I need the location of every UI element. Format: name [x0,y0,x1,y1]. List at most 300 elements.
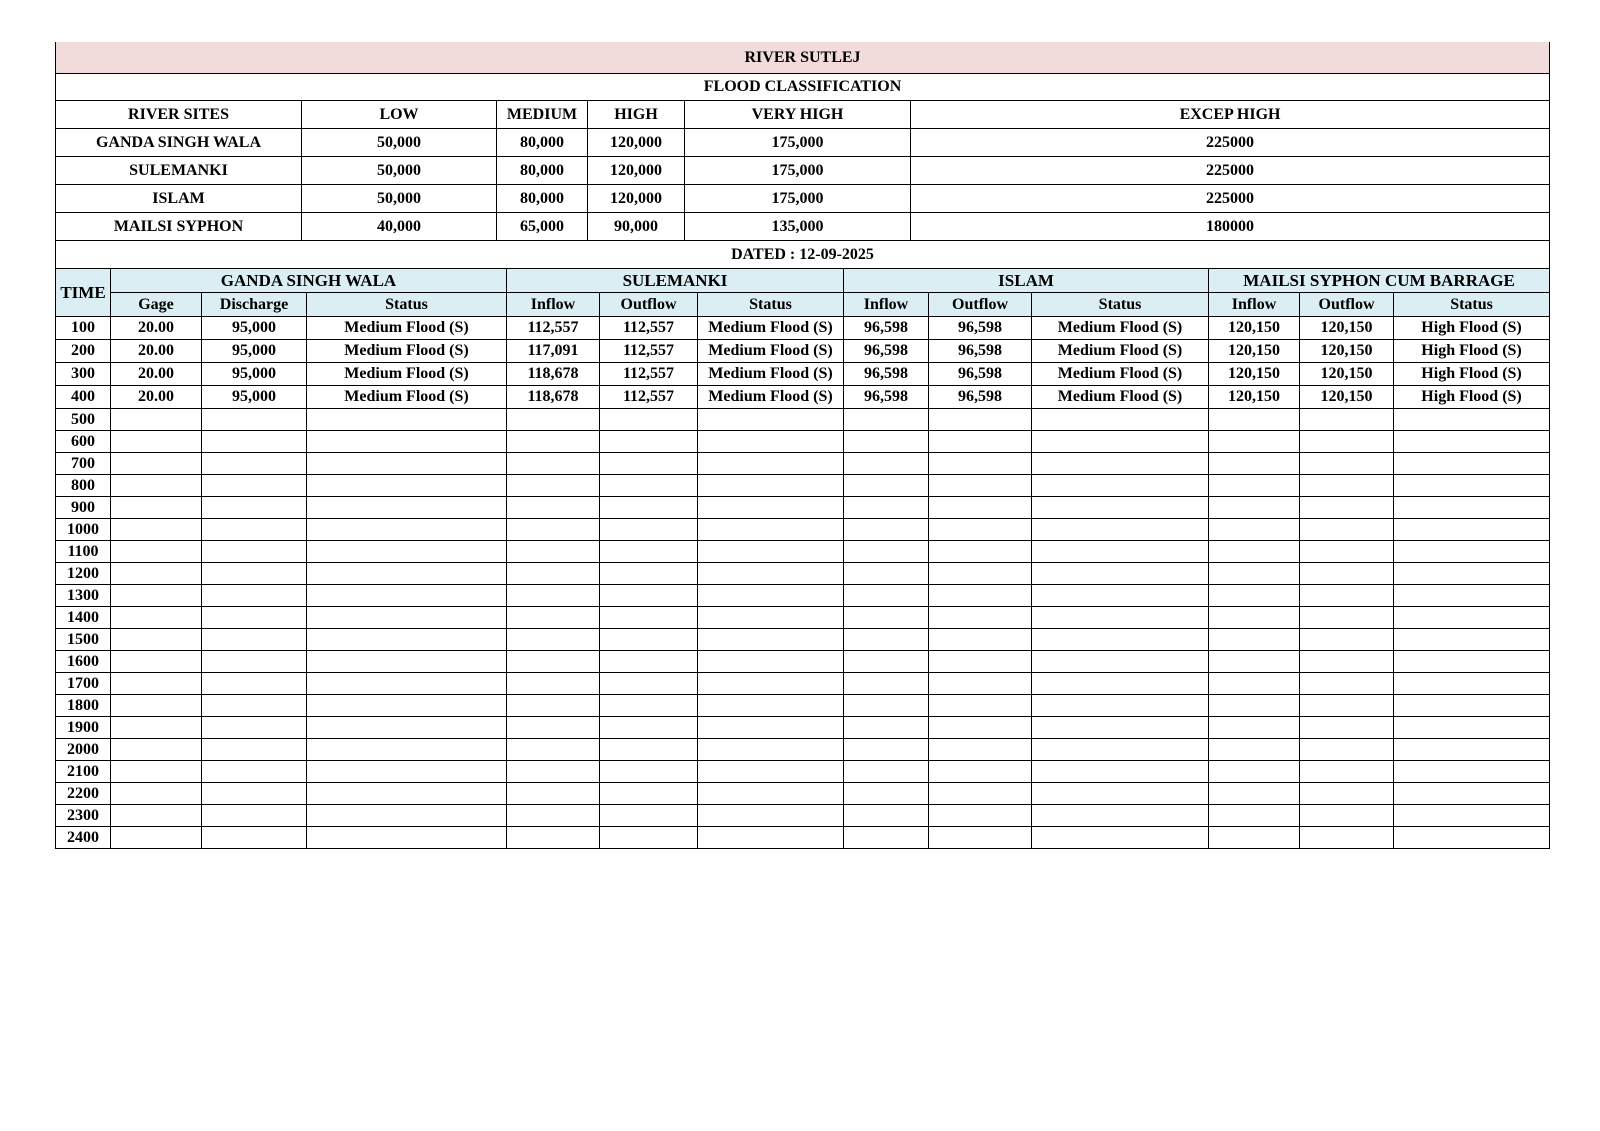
reading-cell [698,607,844,629]
reading-cell [307,805,507,827]
time-cell: 100 [56,317,111,340]
reading-cell [1394,739,1550,761]
reading-cell [1209,409,1300,431]
reading-cell [307,519,507,541]
table-row [56,497,1550,519]
reading-cell [929,475,1032,497]
threshold-value: 175,000 [685,185,911,213]
reading-cell [111,629,202,651]
reading-cell [1032,585,1209,607]
threshold-value: 175,000 [685,129,911,157]
reading-cell [202,453,307,475]
reading-cell [929,629,1032,651]
reading-cell [1032,453,1209,475]
reading-cell [507,585,600,607]
time-cell: 200 [56,340,111,363]
reading-cell [202,475,307,497]
reading-cell [1394,805,1550,827]
reading-cell [507,563,600,585]
reading-cell [111,475,202,497]
column-header: Inflow [507,293,600,317]
reading-cell [507,607,600,629]
table-row [56,541,1550,563]
reading-cell [111,497,202,519]
reading-cell: 120,150 [1300,317,1394,340]
reading-cell [202,409,307,431]
reading-cell [307,717,507,739]
reading-cell [111,519,202,541]
table-row [56,475,1550,497]
time-cell: 400 [56,386,111,409]
reading-cell [1209,739,1300,761]
reading-cell: 96,598 [844,317,929,340]
reading-cell [1300,519,1394,541]
reading-cell: 96,598 [929,363,1032,386]
column-header: Inflow [844,293,929,317]
threshold-value: 180000 [911,213,1550,241]
reading-cell [507,695,600,717]
reading-cell: 95,000 [202,386,307,409]
reading-cell [111,717,202,739]
reading-cell [929,519,1032,541]
threshold-value: 120,000 [588,129,685,157]
reading-cell [507,651,600,673]
time-cell: 1800 [56,695,111,717]
reading-cell [507,453,600,475]
flood-classification-table [55,42,1550,269]
reading-cell [1209,475,1300,497]
table-row [56,761,1550,783]
column-header: HIGH [588,101,685,129]
threshold-value: 40,000 [302,213,497,241]
reading-cell [1300,739,1394,761]
reading-cell [507,497,600,519]
reading-cell: 120,150 [1209,340,1300,363]
reading-cell: High Flood (S) [1394,317,1550,340]
time-cell: 500 [56,409,111,431]
reading-cell [507,475,600,497]
reading-cell: 96,598 [844,363,929,386]
reading-cell [111,761,202,783]
time-cell: 2300 [56,805,111,827]
threshold-value: 50,000 [302,185,497,213]
reading-cell: 112,557 [600,386,698,409]
reading-cell [844,431,929,453]
readings-table [55,268,1550,849]
time-cell: 1700 [56,673,111,695]
group-header-mailsi-syphon: MAILSI SYPHON CUM BARRAGE [1209,269,1550,293]
reading-cell [844,629,929,651]
table-row [56,585,1550,607]
time-cell: 2200 [56,783,111,805]
reading-cell [1394,453,1550,475]
group-header-sulemanki: SULEMANKI [507,269,844,293]
reading-cell [202,497,307,519]
reading-cell [1032,519,1209,541]
reading-cell: 112,557 [600,317,698,340]
reading-cell [1300,497,1394,519]
reading-cell [1394,607,1550,629]
reading-cell [111,607,202,629]
reading-cell [1209,629,1300,651]
reading-cell [1394,673,1550,695]
reading-cell [111,783,202,805]
reading-cell [1300,629,1394,651]
reading-cell [507,409,600,431]
classification-row [56,129,1550,157]
reading-cell [1394,783,1550,805]
reading-cell [1300,453,1394,475]
table-row [56,607,1550,629]
reading-cell: 117,091 [507,340,600,363]
reading-cell [111,651,202,673]
reading-cell [202,541,307,563]
reading-cell [1032,783,1209,805]
reading-cell [307,453,507,475]
threshold-value: 50,000 [302,157,497,185]
time-header: TIME [56,269,111,317]
reading-cell: 96,598 [929,340,1032,363]
reading-cell [844,497,929,519]
reading-cell [1032,431,1209,453]
column-header: Inflow [1209,293,1300,317]
threshold-value: 225000 [911,129,1550,157]
reading-cell: 96,598 [929,386,1032,409]
reading-cell [1394,717,1550,739]
reading-cell [600,563,698,585]
reading-cell [507,673,600,695]
reading-cell [507,717,600,739]
time-cell: 1500 [56,629,111,651]
reading-cell [1209,717,1300,739]
column-header: Status [698,293,844,317]
reading-cell [202,761,307,783]
reading-cell [600,739,698,761]
reading-cell [698,453,844,475]
table-row [56,805,1550,827]
reading-cell [307,607,507,629]
reading-cell [1394,563,1550,585]
reading-cell [111,695,202,717]
table-row [56,386,1550,409]
time-cell: 1300 [56,585,111,607]
reading-cell: High Flood (S) [1394,340,1550,363]
reading-cell [1394,519,1550,541]
reading-cell [1300,827,1394,849]
reading-cell [1209,761,1300,783]
reading-cell [111,431,202,453]
reading-cell [929,453,1032,475]
reading-cell [844,805,929,827]
table-row [56,629,1550,651]
reading-cell: 118,678 [507,363,600,386]
reading-cell [111,805,202,827]
threshold-value: 65,000 [497,213,588,241]
reading-cell [202,585,307,607]
reading-cell [507,783,600,805]
reading-cell [1209,431,1300,453]
reading-cell [307,585,507,607]
reading-cell [202,563,307,585]
reading-cell [929,717,1032,739]
reading-cell [307,783,507,805]
group-header-row [56,269,1550,293]
table-row [56,651,1550,673]
reading-cell [307,761,507,783]
reading-cell [844,651,929,673]
reading-cell: Medium Flood (S) [698,317,844,340]
reading-cell [1300,563,1394,585]
reading-cell [600,827,698,849]
reading-cell [698,695,844,717]
reading-cell [111,585,202,607]
reading-cell [1300,717,1394,739]
reading-cell [1032,563,1209,585]
threshold-value: 120,000 [588,157,685,185]
reading-cell: Medium Flood (S) [307,317,507,340]
reading-cell [1300,783,1394,805]
reading-cell [1300,607,1394,629]
reading-cell [844,695,929,717]
reading-cell [844,827,929,849]
reading-cell: 120,150 [1209,363,1300,386]
reading-cell [929,805,1032,827]
reading-cell [929,673,1032,695]
reading-cell [202,805,307,827]
reading-cell [307,827,507,849]
reading-cell [698,475,844,497]
reading-cell [1032,409,1209,431]
reading-cell [929,607,1032,629]
reading-cell [1300,673,1394,695]
reading-cell [1209,519,1300,541]
reading-cell [600,541,698,563]
reading-cell [929,585,1032,607]
reading-cell [698,629,844,651]
reading-cell [1209,651,1300,673]
table-row [56,783,1550,805]
reading-cell [600,409,698,431]
reading-cell [307,739,507,761]
reading-cell [698,541,844,563]
column-header: Status [307,293,507,317]
threshold-value: 225000 [911,185,1550,213]
reading-cell [202,827,307,849]
reading-cell [307,563,507,585]
reading-cell: Medium Flood (S) [698,363,844,386]
table-row [56,363,1550,386]
reading-cell: 118,678 [507,386,600,409]
reading-cell [307,497,507,519]
reading-cell [844,541,929,563]
reading-cell: 95,000 [202,317,307,340]
reading-cell [600,497,698,519]
time-cell: 600 [56,431,111,453]
reading-cell [202,519,307,541]
reading-cell [1209,585,1300,607]
reading-cell [1209,673,1300,695]
time-cell: 2100 [56,761,111,783]
reading-cell [507,541,600,563]
table-row [56,717,1550,739]
time-cell: 800 [56,475,111,497]
threshold-value: 135,000 [685,213,911,241]
classification-row [56,157,1550,185]
time-cell: 900 [56,497,111,519]
reading-cell: 112,557 [600,340,698,363]
reading-cell [844,409,929,431]
reading-cell [698,563,844,585]
reading-cell: Medium Flood (S) [307,386,507,409]
reading-cell [1209,783,1300,805]
reading-cell [600,585,698,607]
reading-cell [307,431,507,453]
reading-cell [929,563,1032,585]
reading-cell [1300,651,1394,673]
reading-cell [1394,541,1550,563]
reading-cell: High Flood (S) [1394,363,1550,386]
column-header: Outflow [600,293,698,317]
threshold-value: 50,000 [302,129,497,157]
reading-cell [929,827,1032,849]
reading-cell: 20.00 [111,363,202,386]
table-row [56,431,1550,453]
reading-cell [1300,475,1394,497]
reading-cell [600,651,698,673]
reading-cell [1209,695,1300,717]
reading-cell: Medium Flood (S) [307,363,507,386]
reading-cell [202,629,307,651]
reading-cell [1032,827,1209,849]
reading-cell [1300,409,1394,431]
reading-cell [600,607,698,629]
reading-cell [600,717,698,739]
reading-cell [1032,651,1209,673]
column-header: LOW [302,101,497,129]
reading-cell [1300,541,1394,563]
reading-cell: Medium Flood (S) [1032,386,1209,409]
reading-cell: 120,150 [1300,363,1394,386]
reading-cell [600,783,698,805]
reading-cell: 96,598 [844,340,929,363]
reading-cell [929,739,1032,761]
reading-cell: Medium Flood (S) [698,340,844,363]
reading-cell [1032,475,1209,497]
threshold-value: 175,000 [685,157,911,185]
reading-cell [844,761,929,783]
reading-cell [1394,585,1550,607]
reading-cell [307,629,507,651]
reading-cell [1300,761,1394,783]
time-cell: 1600 [56,651,111,673]
reading-cell [202,673,307,695]
table-row [56,739,1550,761]
reading-cell [929,541,1032,563]
reading-cell: 120,150 [1300,340,1394,363]
reading-cell [698,585,844,607]
reading-cell: 112,557 [507,317,600,340]
reading-cell [929,783,1032,805]
reading-cell [111,827,202,849]
reading-cell [202,717,307,739]
reading-cell [600,629,698,651]
reading-cell [307,651,507,673]
reading-cell [1394,475,1550,497]
reading-cell: 120,150 [1300,386,1394,409]
reading-cell [202,431,307,453]
reading-cell [1209,827,1300,849]
reading-cell [1032,673,1209,695]
reading-cell [600,761,698,783]
reading-cell [698,717,844,739]
reading-cell [698,805,844,827]
classification-row [56,185,1550,213]
reading-cell [1300,431,1394,453]
reading-cell [698,673,844,695]
group-header-islam: ISLAM [844,269,1209,293]
time-cell: 1200 [56,563,111,585]
reading-cell [844,585,929,607]
column-header: Status [1032,293,1209,317]
time-cell: 1000 [56,519,111,541]
reading-cell [844,453,929,475]
reading-cell [698,827,844,849]
reading-cell [507,761,600,783]
reading-cell [1209,497,1300,519]
reading-cell: High Flood (S) [1394,386,1550,409]
classification-header-row [56,101,1550,129]
reading-cell [929,497,1032,519]
reading-cell [202,607,307,629]
group-header-ganda-singh-wala: GANDA SINGH WALA [111,269,507,293]
reading-cell [202,739,307,761]
reading-cell [307,695,507,717]
reading-cell: 20.00 [111,386,202,409]
time-cell: 1900 [56,717,111,739]
reading-cell [1032,629,1209,651]
column-header: Outflow [929,293,1032,317]
reading-cell [698,783,844,805]
subheader-row [56,293,1550,317]
time-cell: 300 [56,363,111,386]
reading-cell [844,475,929,497]
column-header: Status [1394,293,1550,317]
site-name: SULEMANKI [56,157,302,185]
reading-cell [507,739,600,761]
site-name: MAILSI SYPHON [56,213,302,241]
reading-cell [1300,585,1394,607]
reading-cell: 95,000 [202,363,307,386]
reading-cell [698,519,844,541]
column-header: EXCEP HIGH [911,101,1550,129]
threshold-value: 120,000 [588,185,685,213]
reading-cell [844,607,929,629]
reading-cell [111,563,202,585]
reading-cell [1032,607,1209,629]
table-row [56,340,1550,363]
table-row [56,673,1550,695]
table-row [56,563,1550,585]
reading-cell [507,431,600,453]
classification-heading: FLOOD CLASSIFICATION [56,74,1550,101]
page-title: RIVER SUTLEJ [56,42,1550,74]
flood-report-sheet [55,42,1549,849]
time-cell: 700 [56,453,111,475]
reading-cell [507,805,600,827]
reading-cell: 20.00 [111,317,202,340]
reading-cell [1032,541,1209,563]
time-cell: 2400 [56,827,111,849]
